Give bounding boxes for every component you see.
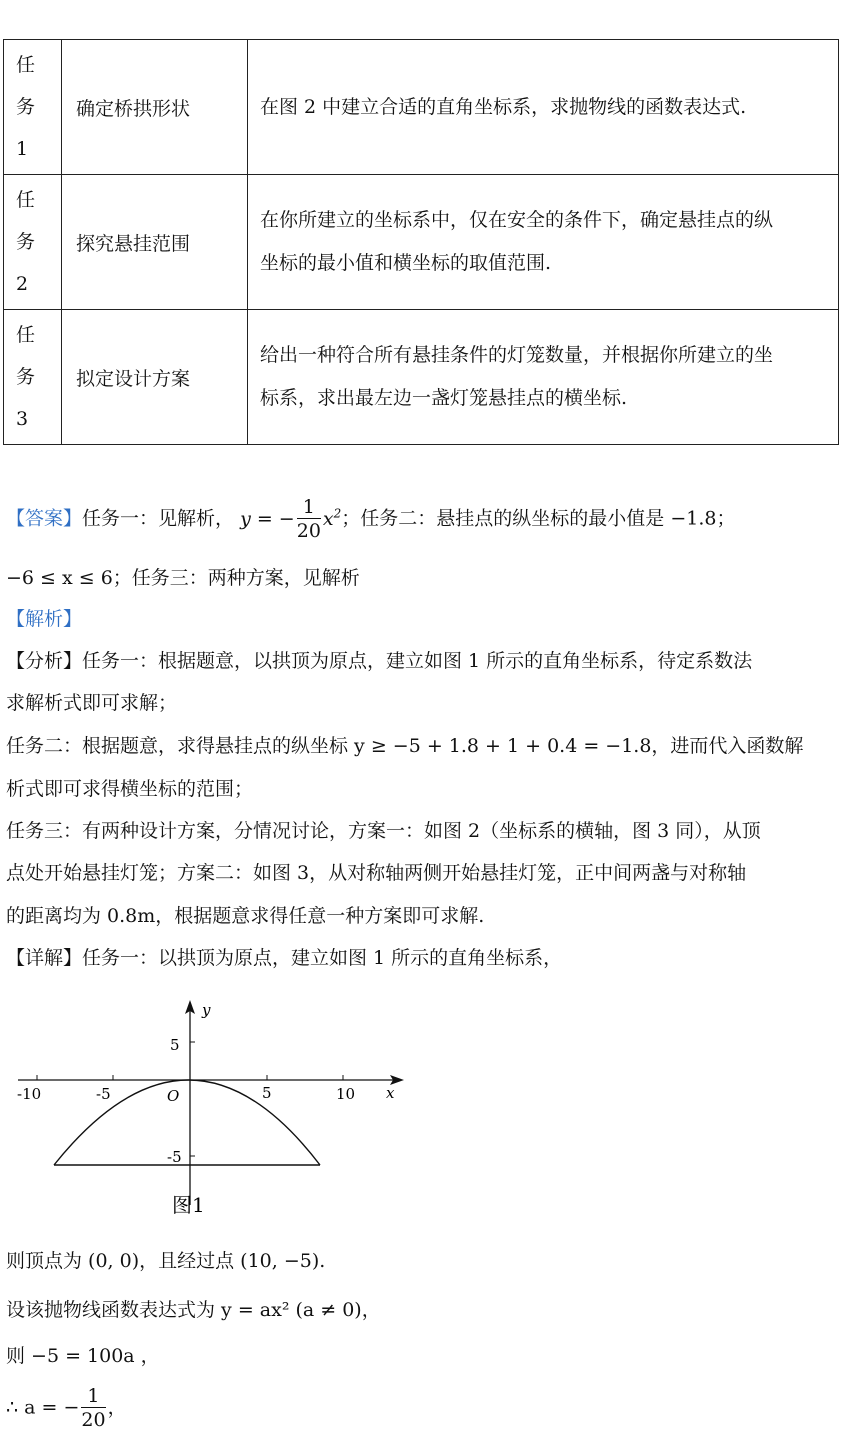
task-desc-line: 在图 2 中建立合适的直角坐标系，求抛物线的函数表达式.: [260, 95, 747, 118]
task-desc-cell: [248, 310, 839, 445]
detail-tag: 【详解】: [6, 947, 83, 969]
task-number-char: 务: [16, 366, 36, 388]
task-number-char: 任: [16, 54, 36, 76]
table-row: [4, 175, 839, 310]
fraction-denominator: 20: [296, 520, 321, 542]
y-axis-label: y: [202, 1001, 211, 1019]
figure-caption: 图1: [172, 1193, 205, 1217]
task-desc-line: 在你所建立的坐标系中，仅在安全的条件下，确定悬挂点的纵: [260, 209, 774, 231]
x-axis-label: x: [386, 1084, 395, 1102]
figure-1: [10, 995, 410, 1220]
equation-lhs: y = −: [240, 507, 295, 530]
task-number-char: 任: [16, 189, 36, 211]
answer-task2: ；任务二：悬挂点的纵坐标的最小值是 −1.8；: [341, 507, 736, 530]
task-number-cell: [4, 40, 62, 175]
fraction: [297, 496, 321, 543]
analysis-line-5: 任务三：有两种设计方案，分情况讨论，方案一：如图 2（坐标系的横轴，图 3 同），从顶: [6, 820, 761, 842]
task-table: [3, 39, 839, 445]
detail-text: 任务一：以拱顶为原点，建立如图 1 所示的直角坐标系，: [82, 947, 563, 969]
analysis-line-7: 的距离均为 0.8m，根据题意求得任意一种方案即可求解.: [6, 905, 485, 927]
task-number-cell: [4, 175, 62, 310]
tick-label: -5: [96, 1085, 111, 1103]
answer-line-1: [6, 496, 735, 543]
table-row: [4, 40, 839, 175]
task-desc-line: 给出一种符合所有悬挂条件的灯笼数量，并根据你所建立的坐: [260, 344, 774, 366]
tick-label: -10: [17, 1085, 42, 1103]
task-desc-line: 标系，求出最左边一盏灯笼悬挂点的横坐标.: [260, 387, 628, 409]
fraction-numerator: 1: [297, 496, 321, 519]
answer-line-2: −6 ≤ x ≤ 6；任务三：两种方案，见解析: [6, 567, 360, 589]
analysis-line-1: [6, 646, 752, 673]
analysis-line-3: 任务二：根据题意，求得悬挂点的纵坐标 y ≥ −5 + 1.8 + 1 + 0.4 = −1.8，进而代入函数解: [6, 735, 804, 757]
tick-label: 10: [336, 1085, 356, 1103]
origin-label: O: [167, 1087, 180, 1105]
detail-line-1: [6, 943, 562, 970]
task-name-cell: 拟定设计方案: [62, 310, 248, 445]
equation-exponent: 2: [333, 506, 342, 521]
tick-label: 5: [262, 1084, 272, 1102]
answer-task1: 任务一：见解析，: [82, 507, 235, 530]
answer-tag: 【答案】: [6, 507, 83, 530]
task-number-cell: [4, 310, 62, 445]
task-number-char: 1: [16, 138, 29, 160]
task-name-cell: 确定桥拱形状: [62, 40, 248, 175]
task-number-char: 务: [16, 231, 36, 253]
solution-line-2: 设该抛物线函数表达式为 y = ax² (a ≠ 0)，: [6, 1299, 381, 1321]
analysis-line-2: 求解析式即可求解；: [6, 692, 178, 714]
task-number-char: 任: [16, 324, 36, 346]
task-desc-cell: [248, 175, 839, 310]
analysis-line-6: 点处开始悬挂灯笼；方案二：如图 3，从对称轴两侧开始悬挂灯笼，正中间两盏与对称轴: [6, 862, 747, 884]
tick-label: -5: [167, 1148, 182, 1166]
task-number-char: 2: [16, 273, 29, 295]
task-name-cell: 探究悬挂范围: [62, 175, 248, 310]
fraction-denominator: 20: [81, 1409, 106, 1431]
equation-var: x: [322, 507, 334, 530]
task-number-char: 务: [16, 96, 36, 118]
analysis-text: 任务一：根据题意，以拱顶为原点，建立如图 1 所示的直角坐标系，待定系数法: [82, 650, 753, 672]
task-desc-line: 坐标的最小值和横坐标的取值范围.: [260, 252, 552, 274]
solution-lhs: ∴ a = −: [6, 1396, 80, 1419]
parabola-curve: [54, 1080, 320, 1165]
jiexi-tag: 【解析】: [6, 608, 83, 630]
parabola-diagram: [10, 995, 410, 1220]
analysis-tag: 【分析】: [6, 650, 83, 672]
solution-punct: ，: [107, 1396, 127, 1419]
answer-equation: [240, 496, 342, 542]
task-number-char: 3: [16, 408, 29, 430]
analysis-line-4: 析式即可求得横坐标的范围；: [6, 778, 254, 800]
solution-line-4: [6, 1385, 127, 1432]
fraction-numerator: 1: [81, 1385, 105, 1408]
solution-line-3: 则 −5 = 100a ，: [6, 1345, 160, 1367]
fraction: [81, 1385, 105, 1432]
table-row: [4, 310, 839, 445]
tick-label: 5: [170, 1036, 180, 1054]
solution-line-1: 则顶点为 (0, 0)，且经过点 (10, −5).: [6, 1250, 326, 1272]
task-desc-cell: [248, 40, 839, 175]
